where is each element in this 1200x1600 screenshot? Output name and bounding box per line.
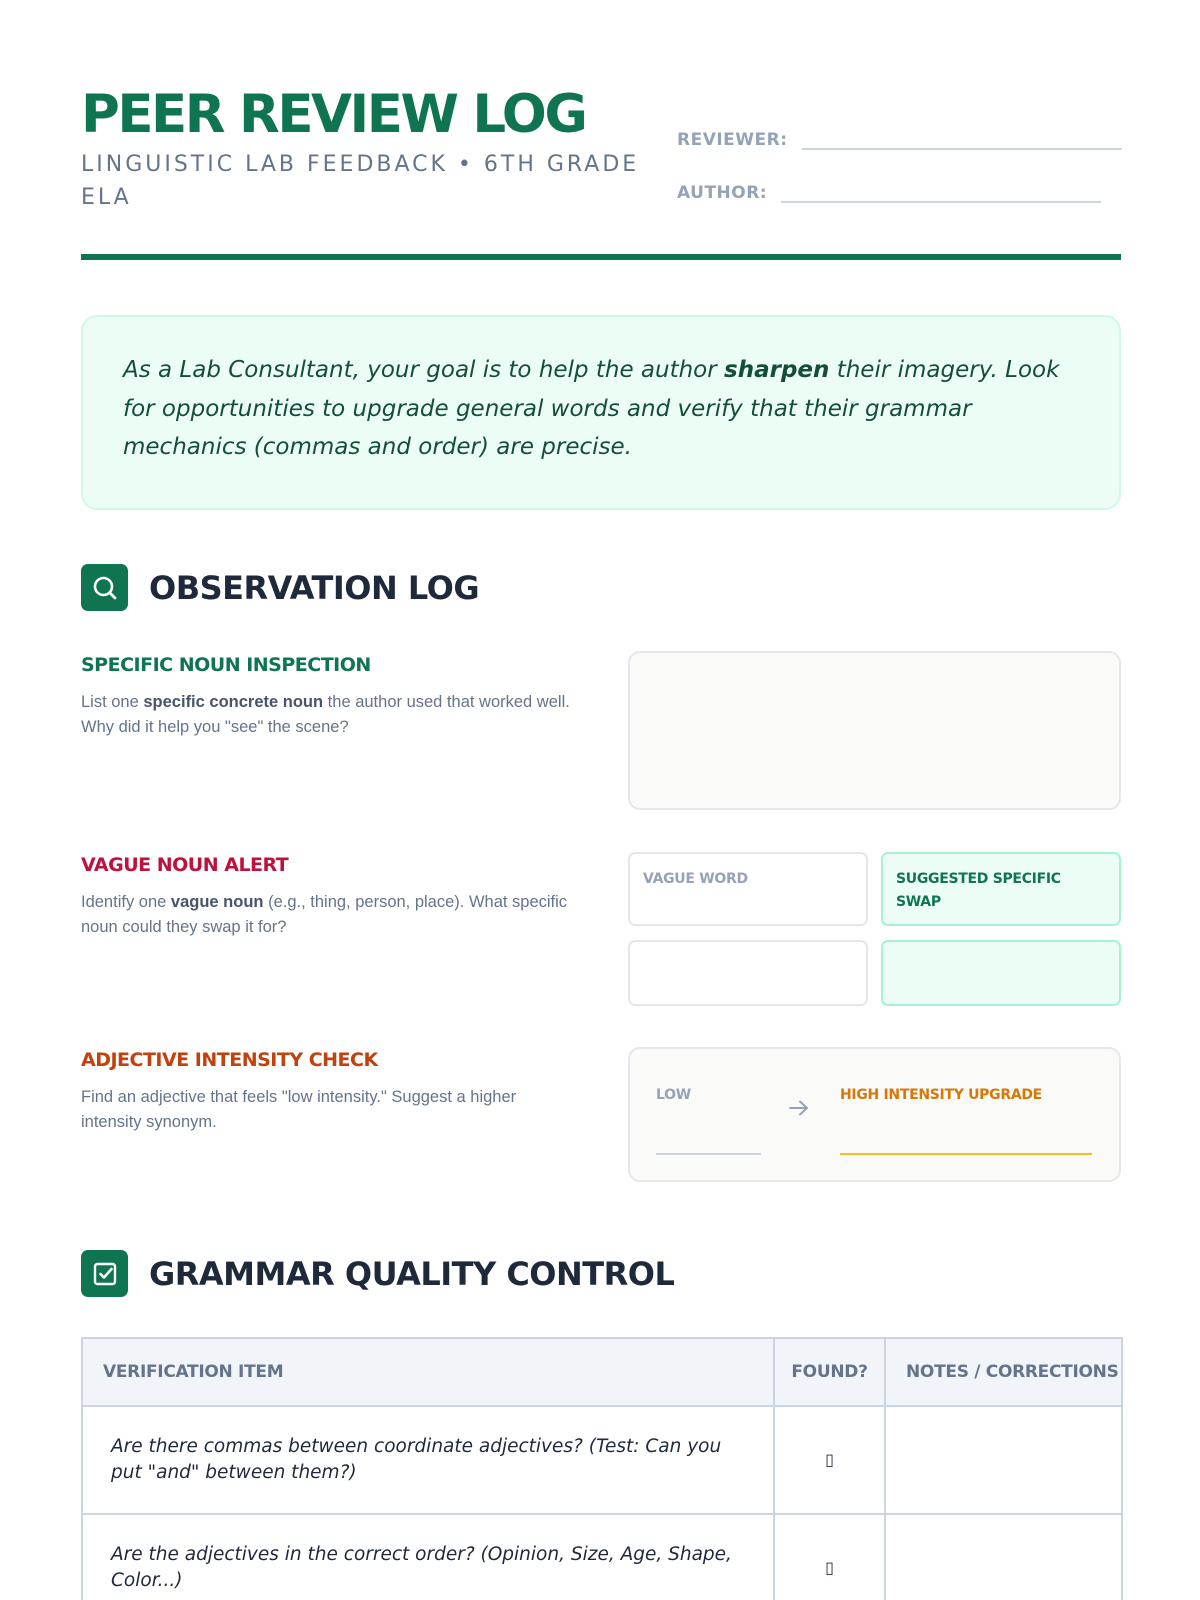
suggested-swap-label: SUGGESTED SPECIFIC SWAP bbox=[896, 871, 1061, 910]
observation-section-header bbox=[81, 564, 479, 611]
checkbox-glyph[interactable]: ▯ bbox=[825, 1452, 834, 1469]
grammar-section-title: GRAMMAR QUALITY CONTROL bbox=[149, 1254, 675, 1293]
reviewer-label: REVIEWER: bbox=[677, 130, 788, 150]
intro-callout bbox=[81, 315, 1121, 510]
grammar-section-header bbox=[81, 1250, 674, 1297]
vague-word-header-cell bbox=[628, 852, 868, 926]
low-intensity-label: LOW bbox=[656, 1087, 691, 1103]
intro-emphasis: sharpen bbox=[724, 357, 830, 383]
header bbox=[81, 84, 1121, 264]
found-checkbox[interactable] bbox=[774, 1406, 885, 1514]
page-subtitle: LINGUISTIC LAB FEEDBACK • 6TH GRADE ELA bbox=[81, 152, 640, 210]
specific-noun-answer-box[interactable] bbox=[628, 651, 1121, 810]
suggested-swap-input[interactable] bbox=[881, 940, 1121, 1006]
observation-section-title: OBSERVATION LOG bbox=[149, 568, 480, 607]
author-field bbox=[677, 179, 1101, 203]
column-header-found: FOUND? bbox=[774, 1338, 885, 1406]
grammar-checklist-table bbox=[81, 1337, 1123, 1600]
vague-word-label: VAGUE WORD bbox=[643, 871, 748, 887]
checkbox-icon bbox=[81, 1250, 128, 1297]
header-divider bbox=[81, 254, 1121, 260]
page-title: PEER REVIEW LOG bbox=[81, 84, 586, 145]
adjective-intensity-prompt bbox=[81, 1047, 581, 1135]
high-intensity-label: HIGH INTENSITY UPGRADE bbox=[840, 1087, 1042, 1103]
specific-noun-prompt bbox=[81, 652, 581, 740]
table-row bbox=[82, 1406, 1122, 1514]
table-row bbox=[82, 1514, 1122, 1600]
adjective-intensity-heading: ADJECTIVE INTENSITY CHECK bbox=[81, 1049, 378, 1071]
found-checkbox[interactable] bbox=[774, 1514, 885, 1600]
notes-cell[interactable] bbox=[885, 1406, 1122, 1514]
vague-noun-heading: VAGUE NOUN ALERT bbox=[81, 854, 289, 876]
column-header-verification: VERIFICATION ITEM bbox=[82, 1338, 774, 1406]
intro-text: As a Lab Consultant, your goal is to help the author sharpen their imagery. Look for opportunities to upgrade general words and verify that their grammar mechanics (commas and order) are precise. bbox=[123, 357, 1060, 460]
author-label: AUTHOR: bbox=[677, 183, 768, 203]
table-header-row bbox=[82, 1338, 1122, 1406]
arrow-right-icon bbox=[788, 1099, 810, 1122]
suggested-swap-header-cell bbox=[881, 852, 1121, 926]
low-intensity-input-line[interactable] bbox=[656, 1153, 761, 1155]
adjective-intensity-box bbox=[628, 1047, 1121, 1182]
specific-noun-heading: SPECIFIC NOUN INSPECTION bbox=[81, 654, 371, 676]
verification-item: Are there commas between coordinate adjectives? (Test: Can you put "and" between them?) bbox=[82, 1406, 774, 1514]
vague-word-input[interactable] bbox=[628, 940, 868, 1006]
vague-noun-description: Identify one vague noun (e.g., thing, person, place). What specific noun could they swap it for? bbox=[81, 893, 568, 936]
reviewer-input-line[interactable] bbox=[802, 126, 1122, 150]
column-header-notes: NOTES / CORRECTIONS bbox=[885, 1338, 1122, 1406]
author-input-line[interactable] bbox=[781, 179, 1101, 203]
verification-item: Are the adjectives in the correct order? (Opinion, Size, Age, Shape, Color...) bbox=[82, 1514, 774, 1600]
checkbox-glyph[interactable]: ▯ bbox=[825, 1560, 834, 1577]
high-intensity-input-line[interactable] bbox=[840, 1153, 1092, 1155]
reviewer-field bbox=[677, 126, 1122, 150]
search-icon bbox=[81, 564, 128, 611]
adjective-intensity-description: Find an adjective that feels "low intensity." Suggest a higher intensity synonym. bbox=[81, 1088, 517, 1131]
notes-cell[interactable] bbox=[885, 1514, 1122, 1600]
specific-noun-description: List one specific concrete noun the author used that worked well. Why did it help you "see" the scene? bbox=[81, 693, 570, 736]
vague-noun-prompt bbox=[81, 852, 581, 940]
